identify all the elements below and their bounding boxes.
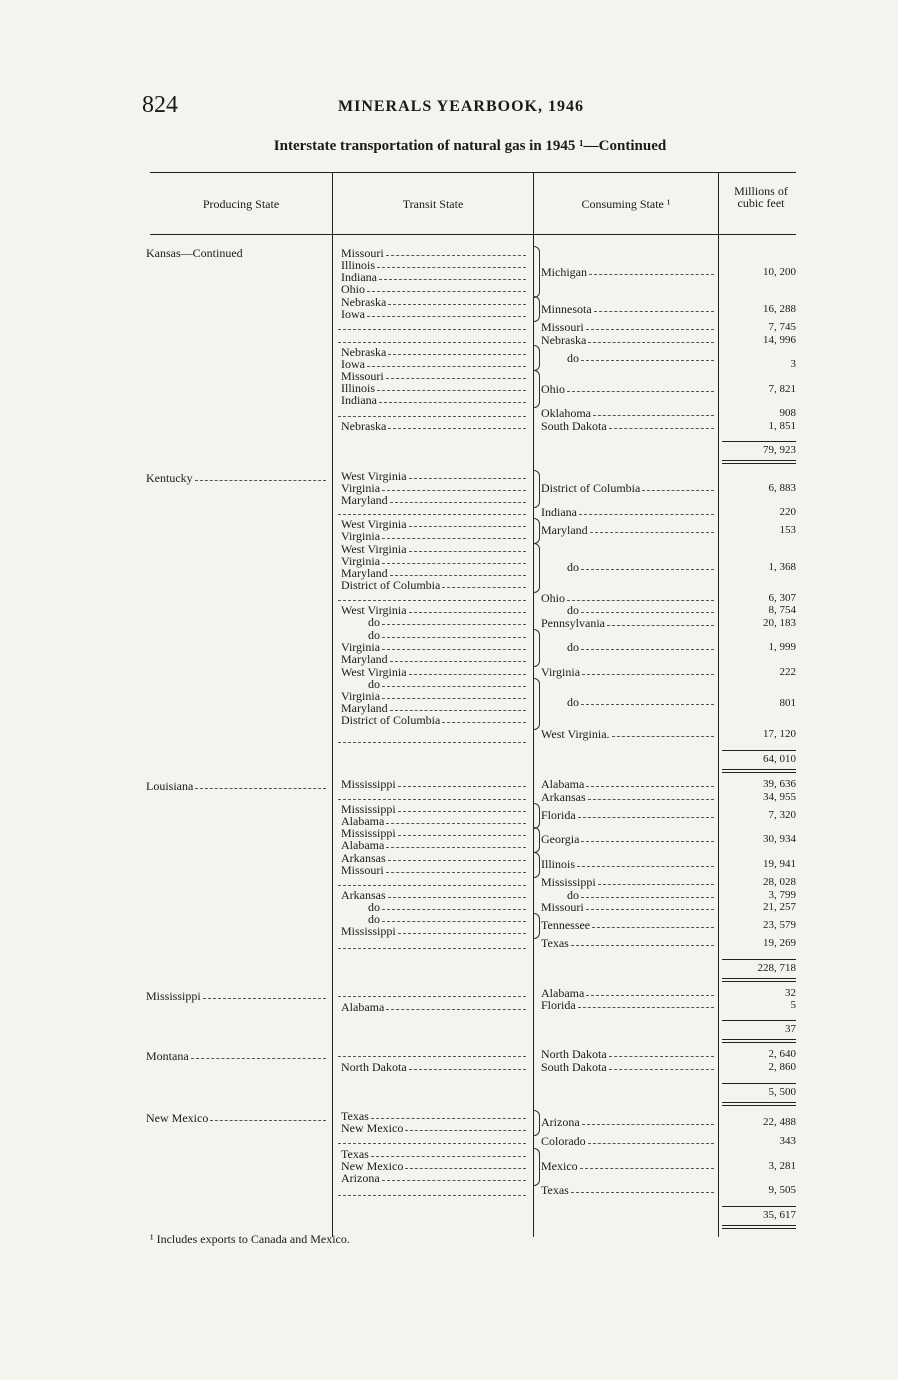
transit-state-cell: Alabama	[341, 814, 385, 828]
brace	[533, 1110, 540, 1136]
dot-leader	[612, 736, 714, 737]
dot-leader	[409, 674, 526, 675]
dot-leader	[590, 532, 714, 533]
brace	[533, 518, 540, 544]
dot-leader	[203, 998, 326, 999]
value-cell: 1, 368	[768, 561, 796, 573]
transit-state-cell: Illinois	[341, 258, 376, 272]
transit-state-cell: Virginia	[341, 481, 381, 495]
dot-leader	[642, 490, 714, 491]
dot-leader	[382, 637, 526, 638]
transit-state-cell: Mississippi	[341, 924, 396, 938]
dot-leader	[388, 304, 526, 305]
value-cell: 8, 754	[768, 604, 796, 616]
consuming-state-cell: Mexico	[541, 1159, 578, 1173]
dot-leader	[338, 1056, 526, 1057]
dot-leader	[442, 587, 526, 588]
value-cell: 6, 307	[768, 592, 796, 604]
column-divider	[718, 172, 719, 1237]
dot-leader	[586, 995, 714, 996]
consuming-state-cell: Minnesota	[541, 302, 592, 316]
dot-leader	[382, 624, 526, 625]
dot-leader	[593, 415, 714, 416]
dot-leader	[409, 551, 526, 552]
transit-state-cell: West Virginia	[341, 665, 407, 679]
brace	[533, 629, 540, 667]
dot-leader	[390, 575, 526, 576]
dot-leader	[609, 428, 714, 429]
value-cell: 908	[779, 407, 796, 419]
total-rule	[722, 959, 796, 960]
consuming-state-cell: Alabama	[541, 986, 585, 1000]
transit-state-cell: do	[368, 912, 380, 926]
dot-leader	[386, 1009, 526, 1010]
total-rule	[722, 441, 796, 442]
dot-leader	[594, 311, 714, 312]
value-cell: 39, 636	[763, 778, 796, 790]
consuming-state-cell: West Virginia.	[541, 727, 610, 741]
transit-state-cell: Arkansas	[341, 888, 386, 902]
dot-leader	[582, 674, 714, 675]
transit-state-cell: Maryland	[341, 493, 388, 507]
dot-leader	[338, 742, 526, 743]
dot-leader	[382, 921, 526, 922]
dot-leader	[588, 342, 714, 343]
transit-state-cell: New Mexico	[341, 1121, 404, 1135]
total-rule	[722, 1083, 796, 1084]
brace	[533, 913, 540, 939]
transit-state-cell: Mississippi	[341, 826, 396, 840]
consuming-state-cell: Missouri	[541, 320, 584, 334]
value-cell: 10, 200	[763, 266, 796, 278]
dot-leader	[367, 316, 526, 317]
value-cell: 9, 505	[768, 1184, 796, 1196]
consuming-state-cell: Arkansas	[541, 790, 586, 804]
column-header-consuming: Consuming State ¹	[581, 197, 671, 211]
transit-state-cell: Virginia	[341, 640, 381, 654]
transit-state-cell: West Virginia	[341, 542, 407, 556]
value-cell: 19, 269	[763, 937, 796, 949]
value-cell: 14, 996	[763, 334, 796, 346]
transit-state-cell: Nebraska	[341, 345, 387, 359]
dot-leader	[405, 1130, 526, 1131]
dot-leader	[577, 866, 714, 867]
dot-leader	[581, 897, 714, 898]
dot-leader	[338, 416, 526, 417]
value-cell: 19, 941	[763, 858, 796, 870]
dot-leader	[338, 514, 526, 515]
consuming-state-cell: Georgia	[541, 832, 580, 846]
transit-state-cell: Maryland	[341, 701, 388, 715]
transit-state-cell: West Virginia	[341, 469, 407, 483]
dot-leader	[338, 885, 526, 886]
transit-state-cell: District of Columbia	[341, 578, 441, 592]
dot-leader	[586, 786, 714, 787]
value-cell: 7, 745	[768, 321, 796, 333]
running-title: MINERALS YEARBOOK, 1946	[338, 98, 584, 115]
consuming-state-cell: Pennsylvania	[541, 616, 605, 630]
page-number: 824	[142, 92, 178, 118]
transit-state-cell: Mississippi	[341, 777, 396, 791]
transit-state-cell: do	[368, 628, 380, 642]
column-divider	[332, 172, 333, 1237]
transit-state-cell: Iowa	[341, 307, 365, 321]
dot-leader	[210, 1120, 326, 1121]
value-cell: 35, 617	[763, 1209, 796, 1221]
value-cell: 17, 120	[763, 728, 796, 740]
consuming-state-cell: do	[567, 888, 579, 902]
consuming-state-cell: South Dakota	[541, 419, 607, 433]
dot-leader	[338, 948, 526, 949]
transit-state-cell: Virginia	[341, 689, 381, 703]
transit-state-cell: do	[368, 615, 380, 629]
dot-leader	[338, 996, 526, 997]
total-rule	[722, 750, 796, 751]
total-rule	[722, 1020, 796, 1021]
value-cell: 801	[779, 697, 796, 709]
dot-leader	[578, 817, 714, 818]
consuming-state-cell: Florida	[541, 998, 576, 1012]
dot-leader	[609, 1056, 714, 1057]
producing-state-cell: Mississippi	[146, 989, 201, 1003]
transit-state-cell: Mississippi	[341, 802, 396, 816]
transit-state-cell: District of Columbia	[341, 713, 441, 727]
dot-leader	[588, 1143, 714, 1144]
consuming-state-cell: Michigan	[541, 265, 587, 279]
value-cell: 1, 851	[768, 420, 796, 432]
dot-leader	[195, 788, 326, 789]
consuming-state-cell: do	[567, 640, 579, 654]
transit-state-cell: Missouri	[341, 863, 384, 877]
dot-leader	[581, 841, 714, 842]
transit-state-cell: West Virginia	[341, 517, 407, 531]
dot-leader	[581, 569, 714, 570]
dot-leader	[586, 329, 714, 330]
total-double-rule	[722, 1225, 796, 1226]
dot-leader	[191, 1058, 326, 1059]
dot-leader	[405, 1168, 526, 1169]
column-header-millions: Millions of cubic feet	[734, 184, 788, 210]
dot-leader	[390, 502, 526, 503]
dot-leader	[598, 884, 714, 885]
value-cell: 343	[779, 1135, 796, 1147]
dot-leader	[398, 811, 526, 812]
dot-leader	[580, 1168, 714, 1169]
consuming-state-cell: Maryland	[541, 523, 588, 537]
brace	[533, 803, 540, 829]
value-cell: 16, 288	[763, 303, 796, 315]
consuming-state-cell: do	[567, 603, 579, 617]
dot-leader	[382, 563, 526, 564]
dot-leader	[409, 478, 526, 479]
dot-leader	[582, 1124, 714, 1125]
producing-state-cell: Kentucky	[146, 471, 193, 485]
consuming-state-cell: Nebraska	[541, 333, 587, 347]
dot-leader	[388, 428, 526, 429]
consuming-state-cell: Texas	[541, 1183, 569, 1197]
dot-leader	[382, 698, 526, 699]
consuming-state-cell: Texas	[541, 936, 569, 950]
brace	[533, 345, 540, 371]
value-cell: 30, 934	[763, 833, 796, 845]
transit-state-cell: Iowa	[341, 357, 365, 371]
transit-state-cell: Indiana	[341, 270, 377, 284]
consuming-state-cell: Arizona	[541, 1115, 580, 1129]
value-cell: 3, 799	[768, 889, 796, 901]
brace	[533, 852, 540, 878]
table-title: Interstate transportation of natural gas in 1945 ¹—Continued	[273, 138, 667, 154]
producing-state-cell: Kansas—Continued	[146, 246, 243, 260]
dot-leader	[442, 722, 526, 723]
value-cell: 222	[779, 666, 796, 678]
brace	[533, 246, 540, 298]
dot-leader	[382, 490, 526, 491]
value-cell: 64, 010	[763, 753, 796, 765]
total-double-rule	[722, 1105, 796, 1106]
value-cell: 79, 923	[763, 444, 796, 456]
dot-leader	[371, 1156, 526, 1157]
transit-state-cell: North Dakota	[341, 1060, 407, 1074]
dot-leader	[379, 279, 526, 280]
value-cell: 220	[779, 506, 796, 518]
total-double-rule	[722, 981, 796, 982]
value-cell: 28, 028	[763, 876, 796, 888]
dot-leader	[382, 649, 526, 650]
dot-leader	[581, 704, 714, 705]
consuming-state-cell: District of Columbia	[541, 481, 641, 495]
consuming-state-cell: North Dakota	[541, 1047, 607, 1061]
column-header-producing: Producing State	[202, 197, 280, 211]
transit-state-cell: Ohio	[341, 282, 365, 296]
value-cell: 3	[790, 358, 796, 370]
value-cell: 5	[790, 999, 796, 1011]
dot-leader	[367, 366, 526, 367]
consuming-state-cell: Illinois	[541, 857, 576, 871]
brace	[533, 370, 540, 408]
consuming-state-cell: Florida	[541, 808, 576, 822]
consuming-state-cell: Ohio	[541, 382, 565, 396]
consuming-state-cell: Indiana	[541, 505, 577, 519]
dot-leader	[581, 612, 714, 613]
dot-leader	[367, 291, 526, 292]
dot-leader	[571, 945, 714, 946]
dot-leader	[588, 799, 714, 800]
dot-leader	[382, 909, 526, 910]
dot-leader	[579, 514, 714, 515]
dot-leader	[388, 354, 526, 355]
total-double-rule	[722, 1102, 796, 1103]
consuming-state-cell: Virginia	[541, 665, 581, 679]
header-bottom-rule	[150, 234, 796, 235]
brace	[533, 678, 540, 730]
dot-leader	[567, 391, 714, 392]
transit-state-cell: Virginia	[341, 554, 381, 568]
dot-leader	[371, 1118, 526, 1119]
dot-leader	[592, 927, 714, 928]
dot-leader	[609, 1069, 714, 1070]
dot-leader	[338, 329, 526, 330]
consuming-state-cell: Mississippi	[541, 875, 596, 889]
consuming-state-cell: do	[567, 695, 579, 709]
transit-state-cell: Nebraska	[341, 295, 387, 309]
dot-leader	[581, 360, 714, 361]
transit-state-cell: Missouri	[341, 369, 384, 383]
value-cell: 6, 883	[768, 482, 796, 494]
dot-leader	[398, 835, 526, 836]
consuming-state-cell: Missouri	[541, 900, 584, 914]
total-double-rule	[722, 1042, 796, 1043]
brace	[533, 296, 540, 322]
dot-leader	[377, 267, 526, 268]
value-cell: 22, 488	[763, 1116, 796, 1128]
footnote: ¹ Includes exports to Canada and Mexico.	[150, 1232, 350, 1246]
table-top-rule	[150, 172, 796, 173]
dot-leader	[338, 1143, 526, 1144]
producing-state-cell: New Mexico	[146, 1111, 209, 1125]
dot-leader	[589, 274, 714, 275]
consuming-state-cell: Colorado	[541, 1134, 586, 1148]
consuming-state-cell: Ohio	[541, 591, 565, 605]
dot-leader	[338, 799, 526, 800]
brace	[533, 1148, 540, 1186]
brace	[533, 470, 540, 508]
dot-leader	[386, 378, 526, 379]
dot-leader	[386, 847, 526, 848]
value-cell: 7, 320	[768, 809, 796, 821]
value-cell: 228, 718	[757, 962, 796, 974]
dot-leader	[195, 480, 326, 481]
transit-state-cell: Missouri	[341, 246, 384, 260]
value-cell: 20, 183	[763, 617, 796, 629]
dot-leader	[338, 600, 526, 601]
dot-leader	[586, 909, 714, 910]
consuming-state-cell: do	[567, 560, 579, 574]
transit-state-cell: West Virginia	[341, 603, 407, 617]
total-double-rule	[722, 1228, 796, 1229]
transit-state-cell: Illinois	[341, 381, 376, 395]
total-double-rule	[722, 772, 796, 773]
dot-leader	[386, 255, 526, 256]
total-rule	[722, 1206, 796, 1207]
transit-state-cell: Virginia	[341, 529, 381, 543]
value-cell: 34, 955	[763, 791, 796, 803]
dot-leader	[409, 1069, 526, 1070]
dot-leader	[388, 860, 526, 861]
transit-state-cell: New Mexico	[341, 1159, 404, 1173]
transit-state-cell: Nebraska	[341, 419, 387, 433]
dot-leader	[398, 786, 526, 787]
consuming-state-cell: do	[567, 351, 579, 365]
value-cell: 21, 257	[763, 901, 796, 913]
transit-state-cell: Texas	[341, 1147, 369, 1161]
transit-state-cell: do	[368, 677, 380, 691]
dot-leader	[386, 823, 526, 824]
value-cell: 37	[785, 1023, 796, 1035]
dot-leader	[409, 612, 526, 613]
dot-leader	[398, 933, 526, 934]
consuming-state-cell: South Dakota	[541, 1060, 607, 1074]
value-cell: 2, 640	[768, 1048, 796, 1060]
total-double-rule	[722, 978, 796, 979]
total-double-rule	[722, 769, 796, 770]
value-cell: 3, 281	[768, 1160, 796, 1172]
value-cell: 153	[779, 524, 796, 536]
brace	[533, 827, 540, 853]
total-double-rule	[722, 460, 796, 461]
dot-leader	[388, 897, 526, 898]
total-double-rule	[722, 1039, 796, 1040]
dot-leader	[578, 1007, 714, 1008]
dot-leader	[382, 538, 526, 539]
transit-state-cell: do	[368, 900, 380, 914]
dot-leader	[390, 661, 526, 662]
dot-leader	[607, 625, 714, 626]
dot-leader	[567, 600, 714, 601]
total-double-rule	[722, 463, 796, 464]
transit-state-cell: Alabama	[341, 838, 385, 852]
consuming-state-cell: Alabama	[541, 777, 585, 791]
dot-leader	[390, 710, 526, 711]
dot-leader	[382, 686, 526, 687]
dot-leader	[379, 402, 526, 403]
brace	[533, 543, 540, 593]
transit-state-cell: Indiana	[341, 393, 377, 407]
value-cell: 5, 500	[768, 1086, 796, 1098]
transit-state-cell: Arkansas	[341, 851, 386, 865]
value-cell: 7, 821	[768, 383, 796, 395]
consuming-state-cell: Oklahoma	[541, 406, 591, 420]
transit-state-cell: Maryland	[341, 652, 388, 666]
consuming-state-cell: Tennessee	[541, 918, 591, 932]
dot-leader	[409, 526, 526, 527]
dot-leader	[338, 342, 526, 343]
value-cell: 32	[785, 987, 796, 999]
transit-state-cell: Arizona	[341, 1171, 380, 1185]
dot-leader	[338, 1195, 526, 1196]
transit-state-cell: Texas	[341, 1109, 369, 1123]
column-header-transit: Transit State	[402, 197, 464, 211]
transit-state-cell: Alabama	[341, 1000, 385, 1014]
dot-leader	[382, 1180, 526, 1181]
dot-leader	[386, 872, 526, 873]
dot-leader	[377, 390, 526, 391]
producing-state-cell: Montana	[146, 1049, 189, 1063]
value-cell: 1, 999	[768, 641, 796, 653]
dot-leader	[571, 1192, 714, 1193]
producing-state-cell: Louisiana	[146, 779, 194, 793]
transit-state-cell: Maryland	[341, 566, 388, 580]
dot-leader	[581, 649, 714, 650]
value-cell: 2, 860	[768, 1061, 796, 1073]
value-cell: 23, 579	[763, 919, 796, 931]
